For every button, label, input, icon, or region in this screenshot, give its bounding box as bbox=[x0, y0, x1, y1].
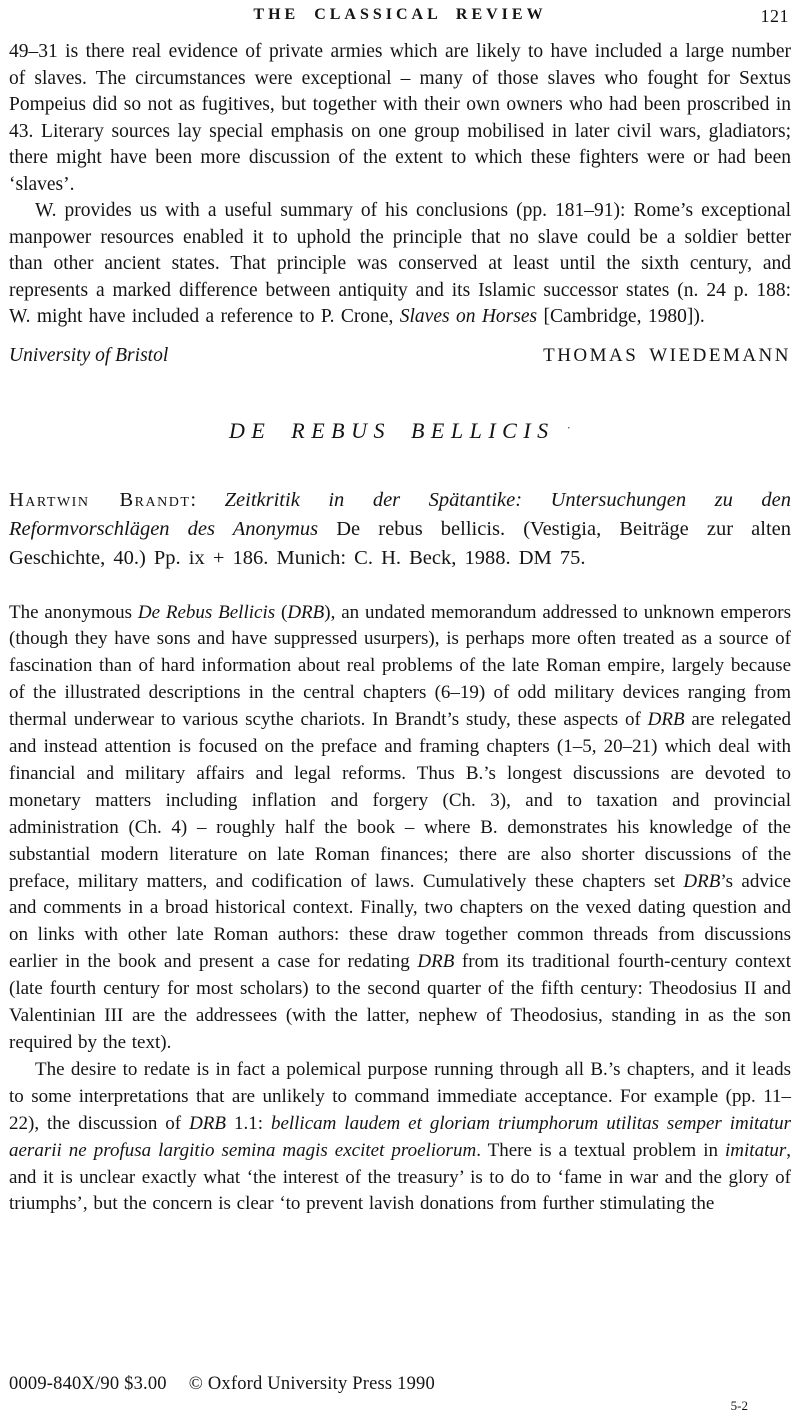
imprint-line bbox=[9, 1374, 435, 1395]
review-body bbox=[9, 600, 791, 1219]
paragraph: 49–31 is there real evidence of private armies which are likely to have included a large number of slaves. The circumstances were exceptional – many of those slaves who fought for Sextus Pompeius did so not as fugitives, but together with their own owners who had been proscribed in 43. Literary sources lay special emphasis on one group mobilised in later civil wars, gladiators; there might have been more discussion of the extent to which these fighters were or had been ‘slaves’. bbox=[9, 41, 791, 195]
book-citation: Hartwin Brandt: Zeitkritik in der Spätantike: Untersuchungen zu den Reformvorschlägen des Anonymus De rebus bellicis. (Vestigia, Beiträge zur alten Geschichte, 40.) Pp. ix + 186. Munich: C. H. Beck, 1988. DM 75. bbox=[9, 488, 792, 569]
signature-row bbox=[9, 345, 791, 367]
printers-signature-mark: 5-2 bbox=[730, 1398, 748, 1413]
reviewer-affiliation: University of Bristol bbox=[9, 344, 169, 366]
review-title-text: DE REBUS BELLICIS bbox=[228, 417, 555, 443]
issn-price: 0009-840X/90 $3.00 bbox=[9, 1374, 167, 1394]
paragraph: The desire to redate is in fact a polemical purpose running through all B.’s chapters, and it leads to some interpretations that are unlikely to command immediate acceptance. For example (pp. 11–22), the discussion of DRB 1.1: bellicam laudem et gloriam triumphorum utilitas semper imitatur aerarii ne profusa largitio semina magis excitet proeliorum. There is a textual problem in imitatur, and it is unclear exactly what ‘the interest of the treasury’ is to do to ‘fame in war and the glory of triumphs’, but the concern is clear ‘to prevent lavish donations from further stimulating the bbox=[9, 1058, 791, 1215]
review-brandt bbox=[9, 418, 791, 1219]
title-stray-mark: · bbox=[566, 419, 572, 435]
running-head bbox=[9, 6, 791, 32]
paragraph: The anonymous De Rebus Bellicis (DRB), an undated memorandum addressed to unknown emperors (though they have sons and have suppressed usurpers), is perhaps more often treated as a source of fascination than of hard information about real problems of the late Roman empire, largely because of the illustrated descriptions in the central chapters (6–19) of odd military devices ranging from thermal underwear to various scythe chariots. In Brandt’s study, these aspects of DRB are relegated and instead attention is focused on the preface and framing chapters (1–5, 20–21) which deal with financial and military affairs and legal reforms. Thus B.’s longest discussions are devoted to monetary matters including inflation and forgery (Ch. 3), and to taxation and provincial administration (Ch. 4) – roughly half the book – where B. demonstrates his knowledge of the substantial modern literature on late Roman finances; there are also shorter discussions of the preface, military matters, and codification of laws. Cumulatively these chapters set DRB’s advice and comments in a broad historical context. Finally, two chapters on the vexed dating question and on links with other late Roman authors: these draw together common threads from discussions earlier in the book and present a case for redating DRB from its traditional fourth-century context (late fourth century for most scholars) to the second quarter of the fifth century: Theodosius II and Valentinian III are the addressees (with the latter, nephew of Theodosius, standing in as the son required by the text). bbox=[9, 601, 792, 1053]
reviewer-name: THOMAS WIEDEMANN bbox=[543, 344, 791, 366]
page-number: 121 bbox=[760, 6, 789, 26]
paragraph: W. provides us with a useful summary of his conclusions (pp. 181–91): Rome’s exceptional manpower resources enabled it to uphold the principle that no slave could be a soldier better than other ancient states. That principle was conserved at least until the sixth century, and represents a marked difference between antiquity and its Islamic successor states (n. 24 p. 188: W. might have included a reference to P. Crone, Slaves on Horses [Cambridge, 1980]). bbox=[9, 200, 791, 327]
review-conclusion-wiedemann bbox=[9, 39, 791, 367]
journal-title: THE CLASSICAL REVIEW bbox=[253, 6, 547, 23]
review-title bbox=[9, 418, 791, 444]
copyright-notice: © Oxford University Press 1990 bbox=[188, 1374, 435, 1394]
